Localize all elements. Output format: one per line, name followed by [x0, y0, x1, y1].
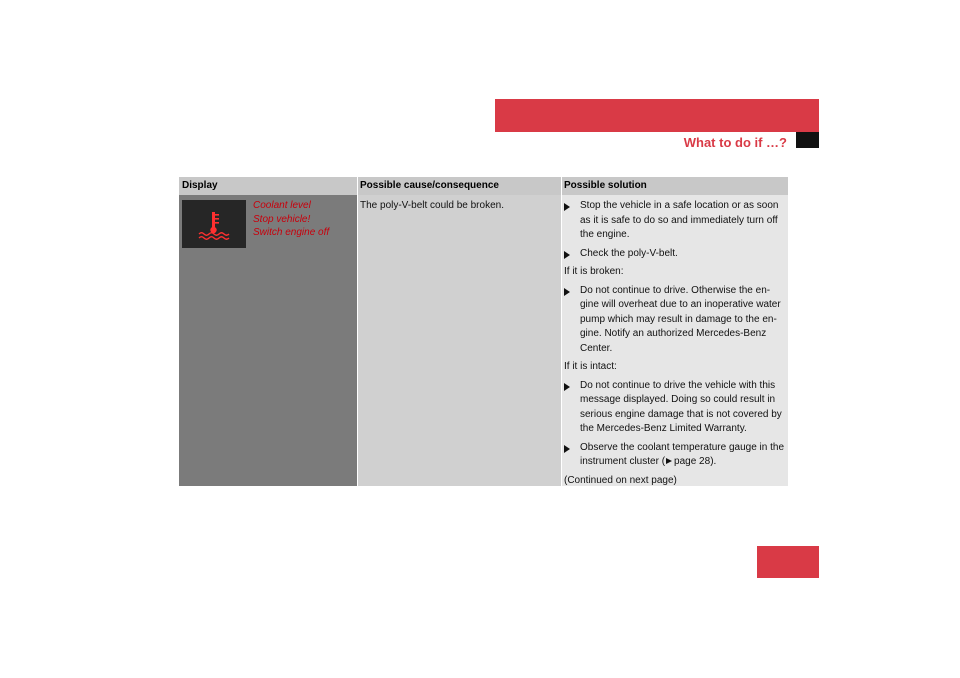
solution-cell [561, 195, 788, 486]
display-message-line: Stop vehicle! [253, 213, 311, 225]
display-message [253, 199, 329, 240]
troubleshooting-table [179, 177, 788, 486]
bullet-arrow-icon [564, 203, 570, 211]
bullet-arrow-icon [564, 251, 570, 259]
column-header-solution: Possible solution [561, 177, 788, 195]
page-number: 589 [886, 548, 908, 563]
continued-note: (Continued on next page) [564, 474, 677, 486]
solution-step-text: Check the poly-V-belt. [580, 247, 678, 259]
solution-step [564, 247, 786, 262]
display-message-line: Switch engine off [253, 227, 330, 238]
coolant-temperature-warning-icon [182, 200, 246, 248]
solution-step-text: Observe the coolant temperature gauge in the instrument cluster ( [580, 441, 785, 467]
solution-step-text: Do not continue to drive the vehicle with this message displayed. Doing so could result in serious engine damage that is not covered by the Mercedes-Benz Limited Warranty. [580, 379, 782, 434]
condition-intact: If it is intact: [564, 361, 617, 372]
solution-list [564, 199, 786, 492]
solution-step [564, 379, 786, 437]
condition-broken: If it is broken: [564, 266, 624, 277]
header-bar [495, 99, 819, 132]
display-cell [179, 195, 357, 486]
column-divider [357, 177, 358, 486]
solution-step-text-end: ). [710, 456, 717, 467]
subsection-title: What to do if …? [683, 135, 787, 150]
solution-step [564, 199, 786, 243]
page-number-box [757, 546, 819, 578]
solution-step-text: Do not continue to drive. Otherwise the en-gine will overheat due to an inoperative water pump which may result in damage to the en-gine. Notify an authorized Mercedes-Benz Center. [580, 284, 781, 354]
header-tab-marker [796, 132, 819, 148]
cause-text: The poly-V-belt could be broken. [360, 200, 504, 211]
page-reference-link[interactable]: page 28 [674, 456, 711, 467]
column-header-cause: Possible cause/consequence [357, 177, 561, 195]
solution-step [564, 441, 786, 470]
solution-step-text: Stop the vehicle in a safe location or as soon as it is safe to do so and immediately turn off the engine. [580, 200, 779, 240]
column-header-display: Display [179, 177, 357, 195]
bullet-arrow-icon [564, 445, 570, 453]
display-message-line: Coolant level [253, 200, 311, 211]
section-title: Practical hints [839, 114, 928, 129]
cause-cell [357, 195, 561, 486]
solution-step [564, 284, 786, 357]
bullet-arrow-icon [564, 383, 570, 391]
bullet-arrow-icon [564, 288, 570, 296]
column-divider [561, 177, 562, 486]
page-reference-icon [666, 458, 672, 464]
